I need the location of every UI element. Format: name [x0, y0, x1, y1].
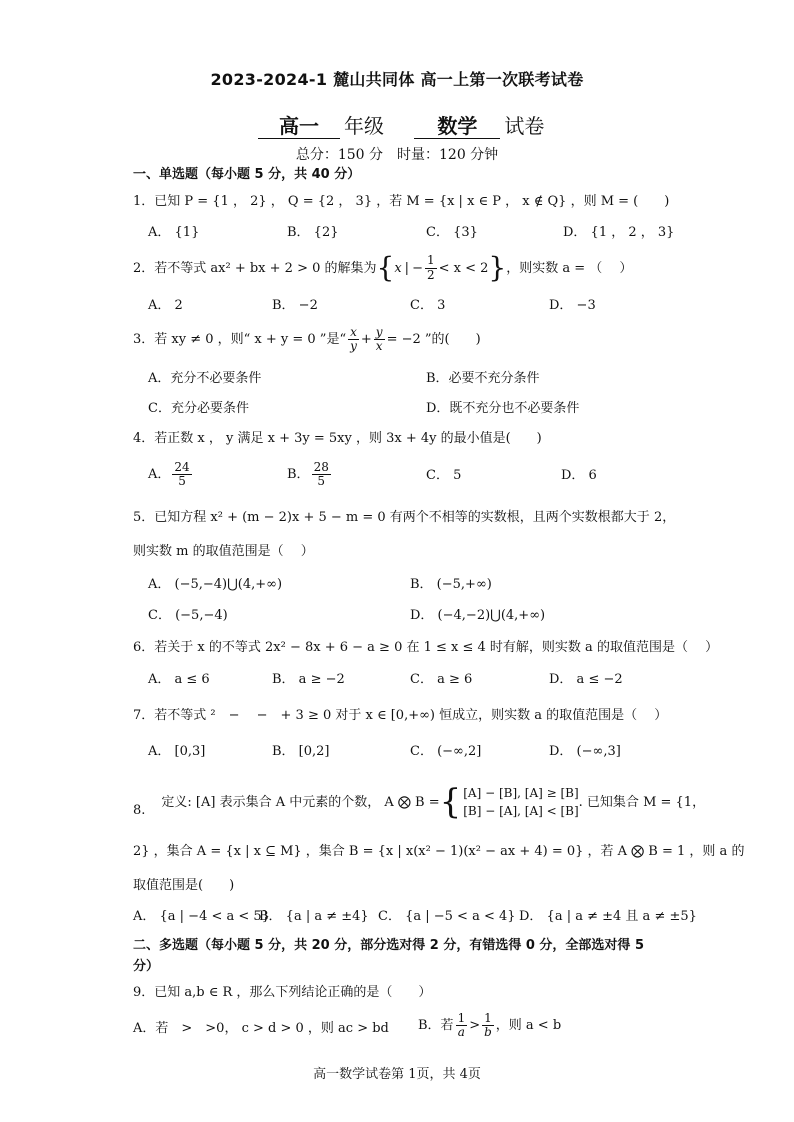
- question-1-option-b: B． {2}: [287, 225, 339, 240]
- piecewise-brace: {: [439, 782, 462, 822]
- grade-suffix: 年级: [344, 114, 384, 138]
- piecewise-case-2: [B] − [A], [A] < [B]: [463, 804, 579, 818]
- question-7-option-b: B． [0,2]: [272, 744, 330, 759]
- question-8-option-c: C． {a | −5 < a < 4}: [378, 909, 516, 924]
- question-5-stem-line-1: 5．已知方程 x² + (m − 2)x + 5 − m = 0 有两个不相等的实数根，且两个实数根都大于 2，: [133, 510, 676, 525]
- question-8-option-a: A． {a | −4 < a < 5}: [133, 909, 270, 924]
- question-2-option-c: C． 3: [410, 298, 446, 313]
- set-divider: |: [404, 260, 410, 276]
- question-8-option-b: B． {a | a ≠ ±4}: [259, 909, 369, 924]
- question-8-number: 8.: [133, 802, 146, 818]
- grade-line: [258, 116, 544, 139]
- option-label: B．: [287, 467, 310, 483]
- subject-suffix: 试卷: [504, 114, 545, 138]
- fraction-one-over-a: [456, 1012, 468, 1039]
- fraction-numerator: y: [375, 325, 383, 339]
- question-4-option-a: [148, 461, 194, 488]
- question-5-option-a: A． (−5,−4)⋃(4,+∞): [148, 577, 283, 592]
- question-3-option-d: D．既不充分也不必要条件: [426, 401, 580, 416]
- greater-than-sign: >: [469, 1018, 481, 1034]
- question-7-option-c: C． (−∞,2]: [410, 744, 482, 759]
- fraction-denominator: x: [375, 339, 383, 354]
- question-8-option-d: D． {a | a ≠ ±4 且 a ≠ ±5}: [519, 909, 697, 924]
- set-variable: x: [394, 260, 402, 276]
- fraction-numerator: 1: [484, 1011, 492, 1025]
- fraction-numerator: 28: [313, 460, 329, 474]
- page-footer: 高一数学试卷第 1页，共 4页: [313, 1067, 481, 1082]
- question-2-option-a: A． 2: [148, 298, 183, 313]
- question-1-stem: 1．已知 P = {1 ， 2} ， Q = {2 ， 3} ，若 M = {x | x ∈ P ， x ∉ Q} ，则 M = ( ): [133, 194, 670, 209]
- exam-title: 2023-2024-1 麓山共同体 高一上第一次联考试卷: [210, 70, 584, 89]
- left-brace: {: [376, 251, 395, 284]
- piecewise-case-1: [A] − [B], [A] ≥ [B]: [463, 786, 579, 800]
- question-3-stem: [133, 326, 481, 353]
- fraction-y-over-x: [374, 326, 385, 353]
- question-2-stem: [133, 251, 633, 284]
- set-bounds: < x < 2: [438, 260, 489, 276]
- question-4-stem: 4．若正数 x ， y 满足 x + 3y = 5xy ，则 3x + 4y 的最小值是( ): [133, 431, 542, 446]
- fraction-denominator: 5: [178, 474, 186, 489]
- question-9-stem: 9．已知 a,b ∈ R ，那么下列结论正确的是（ ）: [133, 985, 432, 1000]
- fraction-denominator: 2: [426, 267, 435, 282]
- question-4-option-b: [287, 461, 333, 488]
- fraction-one-over-b: [482, 1012, 494, 1039]
- question-5-option-d: D． (−4,−2)⋃(4,+∞): [410, 608, 546, 623]
- question-1-option-a: A． {1}: [148, 225, 200, 240]
- question-2-stem-start: 2．若不等式 ax² + bx + 2 > 0 的解集为: [133, 260, 377, 276]
- option-label: B．若: [418, 1018, 454, 1034]
- question-3-stem-end: = −2 ”的( ): [386, 332, 481, 348]
- question-4-option-c: C． 5: [426, 468, 462, 483]
- question-9-option-a: A．若 > >0， c > d > 0 ，则 ac > bd: [133, 1021, 389, 1036]
- question-5-stem-line-2: 则实数 m 的取值范围是（ ）: [133, 544, 314, 559]
- fraction-denominator: y: [350, 339, 357, 354]
- question-8-stem-line-1: [133, 784, 705, 820]
- question-4-option-d: D． 6: [561, 468, 597, 483]
- score-time-line: 总分：150 分 时量：120 分钟: [295, 147, 499, 163]
- question-2-option-b: B． −2: [272, 298, 318, 313]
- question-3-option-b: B．必要不充分条件: [426, 371, 540, 386]
- option-label: A．: [148, 467, 171, 483]
- question-8-stem-tail: . 已知集合 M = {1，: [578, 794, 706, 810]
- section-multiple-choice-heading-line-1: 二、多选题（每小题 5 分，共 20 分，部分选对得 2 分，有错选得 0 分，全部选对得 5: [133, 938, 645, 953]
- question-3-stem-start: 3．若 xy ≠ 0 ，则“ x + y = 0 ”是“: [133, 332, 347, 348]
- fraction-numerator: x: [350, 325, 357, 339]
- question-1-option-c: C． {3}: [426, 225, 478, 240]
- grade-value: 高一: [258, 116, 340, 139]
- question-5-option-b: B． (−5,+∞): [410, 577, 492, 592]
- question-8-definition: 定义: [A] 表示集合 A 中元素的个数， A ⨂ B =: [161, 794, 440, 810]
- question-5-option-c: C． (−5,−4): [148, 608, 228, 623]
- question-8-stem-line-3: 取值范围是( ): [133, 878, 235, 893]
- question-6-option-c: C． a ≥ 6: [410, 672, 473, 687]
- fraction-24-over-5: [172, 461, 191, 488]
- subject-value: 数学: [414, 116, 500, 139]
- question-8-stem-line-2: 2} ，集合 A = {x | x ⊆ M} ，集合 B = {x | x(x² − 1)(x² − ax + 4) = 0} ，若 A ⨂ B = 1 ，则 a 的: [133, 844, 745, 859]
- question-7-stem: 7．若不等式 ² − − + 3 ≥ 0 对于 x ∈ [0,+∞) 恒成立，则实数 a 的取值范围是（ ）: [133, 708, 668, 723]
- question-6-option-a: A． a ≤ 6: [148, 672, 210, 687]
- right-brace: }: [488, 251, 507, 284]
- fraction-x-over-y: [348, 326, 359, 353]
- question-7-option-d: D． (−∞,3]: [549, 744, 621, 759]
- question-3-option-c: C．充分必要条件: [148, 401, 249, 416]
- question-1-option-d: D． {1 ， 2 ， 3}: [563, 225, 675, 240]
- fraction-numerator: 24: [174, 460, 190, 474]
- section-single-choice-heading: 一、单选题（每小题 5 分，共 40 分）: [133, 167, 361, 182]
- option-tail: ，则 a < b: [495, 1018, 562, 1034]
- question-2-option-d: D． −3: [549, 298, 596, 313]
- question-6-option-b: B． a ≥ −2: [272, 672, 345, 687]
- fraction-one-half: [425, 254, 437, 281]
- question-9-option-b: [418, 1012, 561, 1039]
- plus-sign: +: [360, 332, 372, 348]
- question-6-stem: 6．若关于 x 的不等式 2x² − 8x + 6 − a ≥ 0 在 1 ≤ x ≤ 4 时有解，则实数 a 的取值范围是（ ）: [133, 640, 719, 655]
- fraction-denominator: b: [484, 1025, 492, 1040]
- fraction-denominator: a: [457, 1025, 465, 1040]
- section-multiple-choice-heading-line-2: 分）: [133, 959, 160, 974]
- question-2-stem-end: ，则实数 a = （ ）: [506, 260, 633, 276]
- question-3-option-a: A．充分不必要条件: [148, 371, 262, 386]
- set-minus: −: [412, 260, 423, 276]
- question-6-option-d: D． a ≤ −2: [549, 672, 623, 687]
- fraction-numerator: 1: [457, 1011, 466, 1025]
- piecewise-cases: [463, 784, 578, 820]
- fraction-28-over-5: [312, 461, 331, 488]
- fraction-numerator: 1: [426, 253, 435, 268]
- piecewise-definition: [440, 784, 579, 820]
- fraction-denominator: 5: [317, 474, 326, 489]
- question-7-option-a: A． [0,3]: [148, 744, 206, 759]
